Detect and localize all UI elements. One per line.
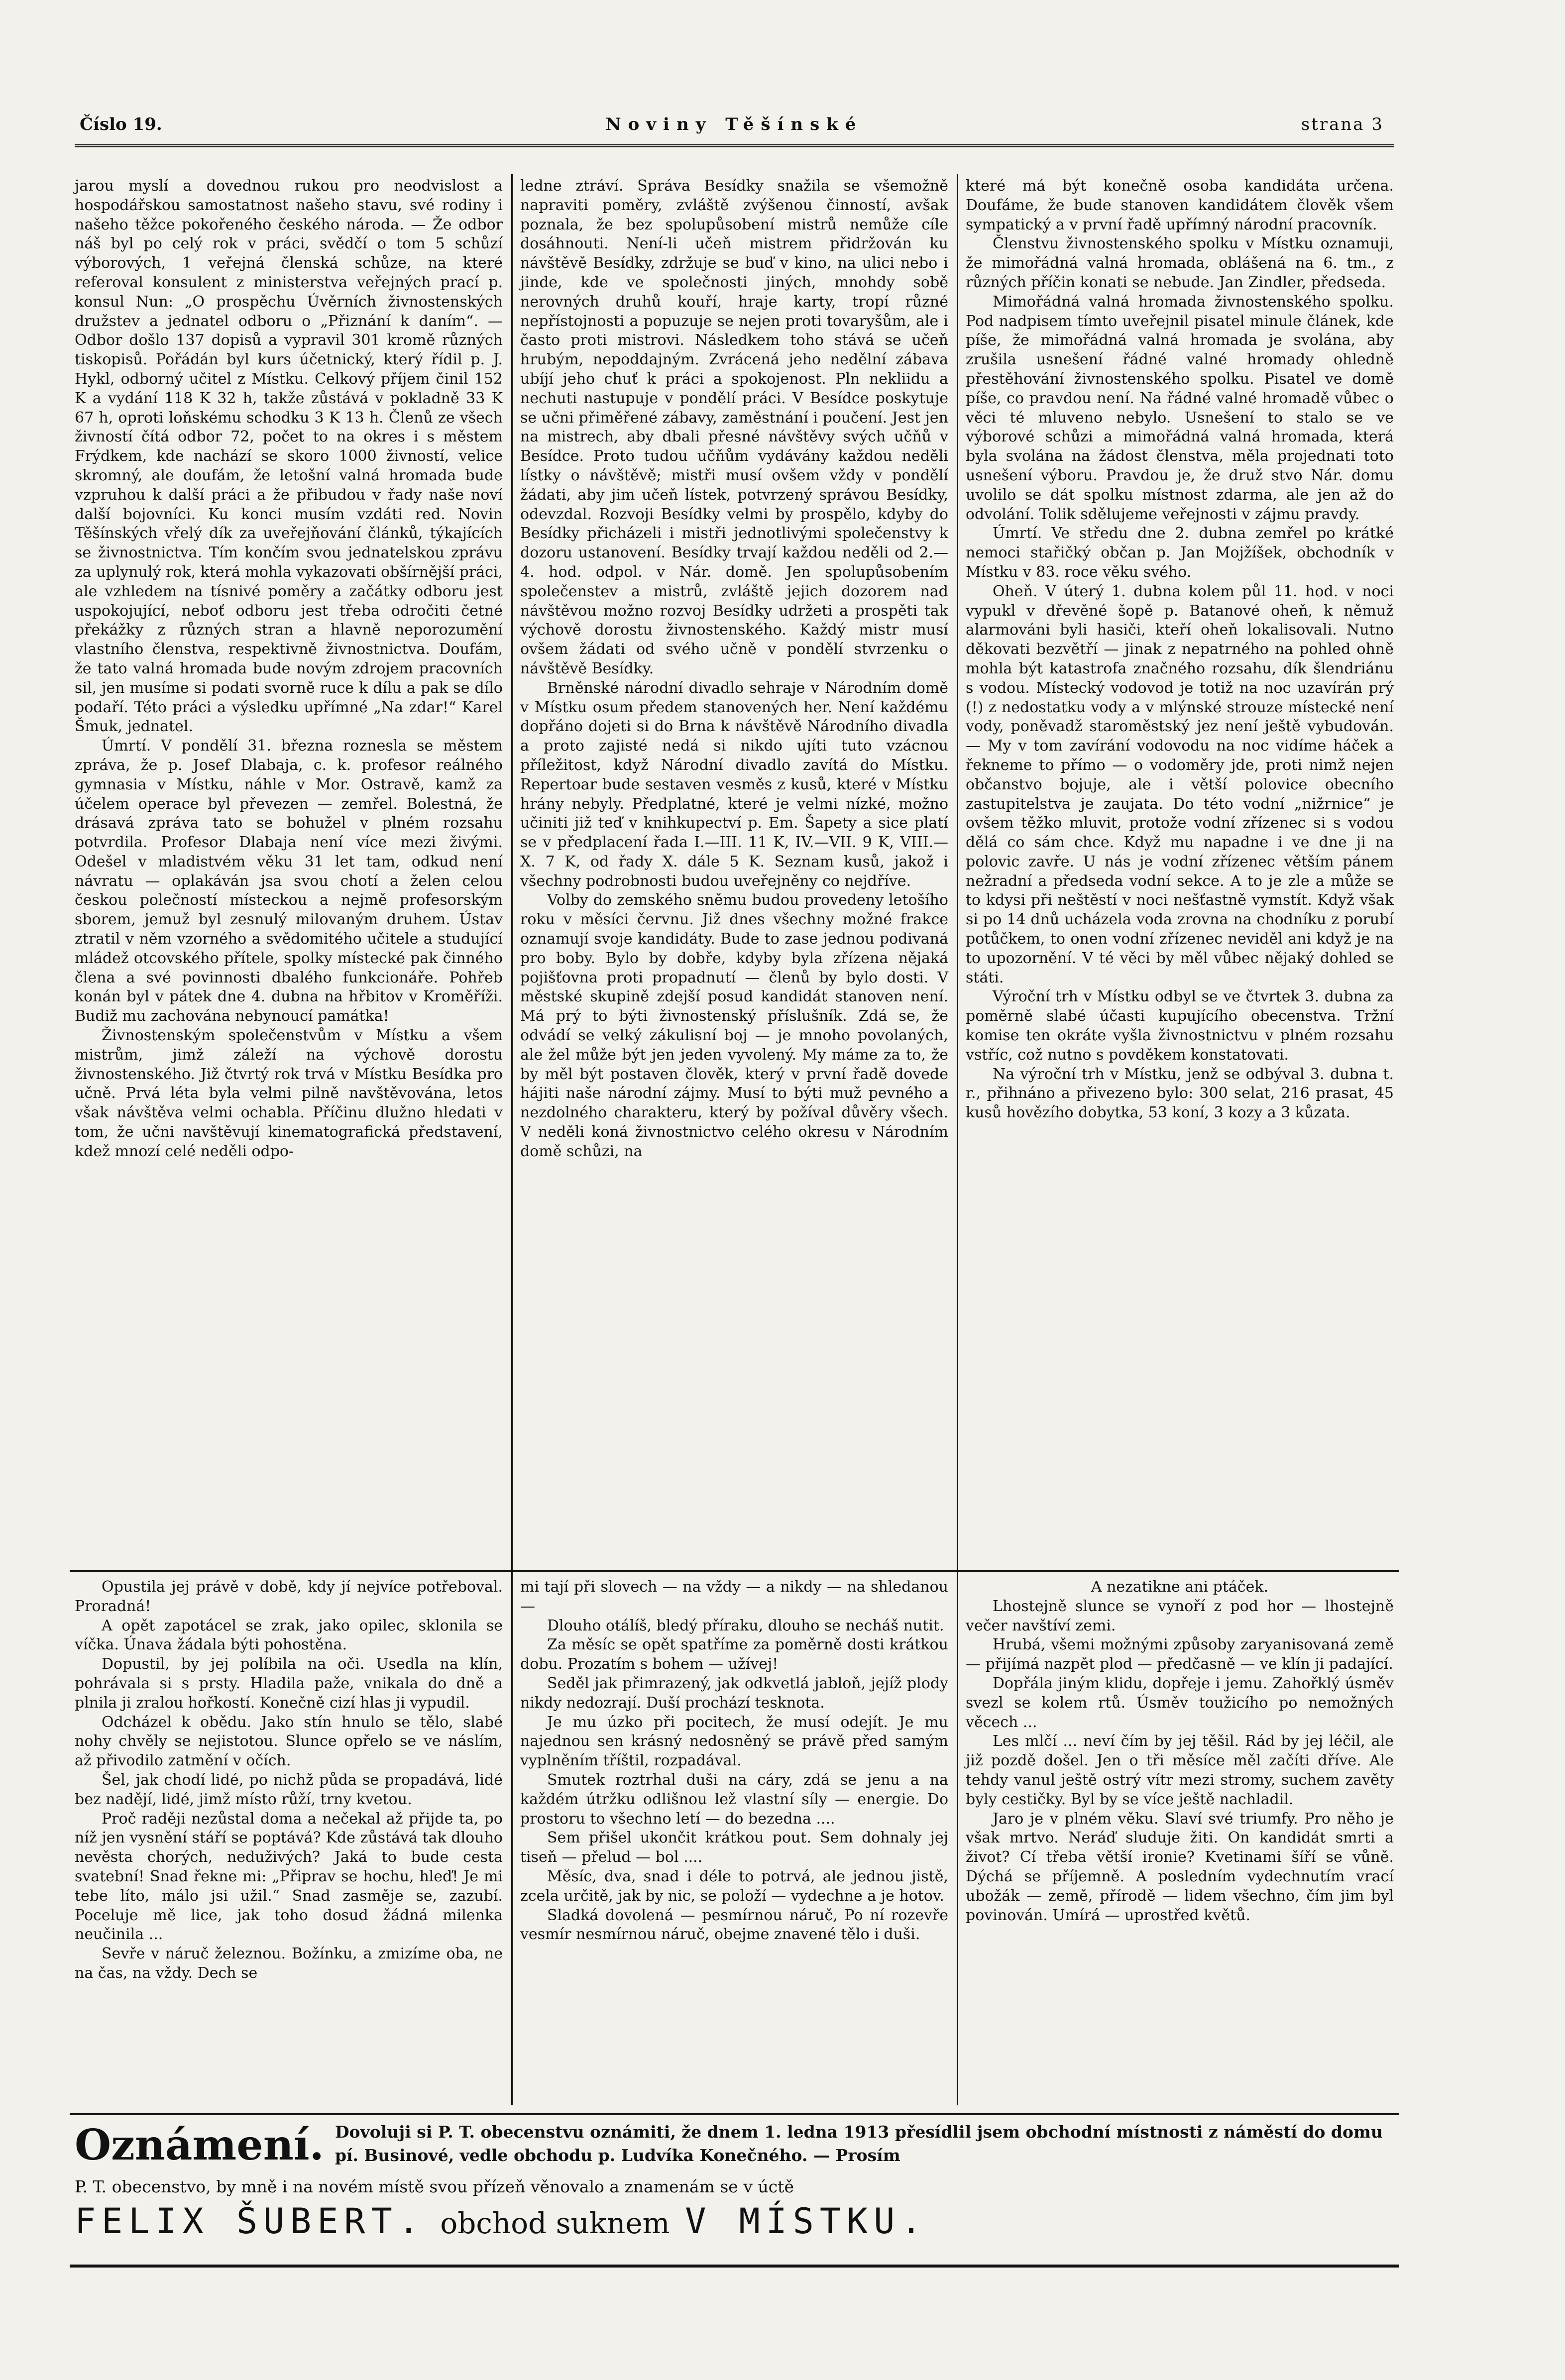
feuilleton-divider-1: [511, 1578, 513, 2105]
feuilleton-paragraph: Sevře v náruč železnou. Božínku, a zmizíme oba, ne na čas, na vždy. Dech se: [75, 1945, 503, 1982]
shop-description: obchod suknem: [440, 2206, 670, 2240]
feuilleton-rule: [70, 1570, 1399, 1572]
feuilleton-paragraph: Opustila jej právě v době, kdy jí nejvíce potřeboval. Proradná!: [75, 1578, 503, 1615]
feuilleton-paragraph: Proč raději nezůstal doma a nečekal až přijde ta, po níž jen vysnění stáří se poptává? Kde zůstává tak dlouho nevěsta chorých, neduživých? Jaká to bude cesta svatební! Snad řekne mi: „Připrav se hochu, hleď! Je mi tebe líto, málo jsi užil.“ Snad zasměje se, zazubí. Poceluje mě lice, jak toho dosud žádná milenka neučinila ...: [75, 1810, 503, 1944]
advertisement-text-1: Dovoluji si P. T. obecenstvu oznámiti, že dnem 1. ledna 1913 přesídlil jsem obchodní místnosti z náměstí do domu pí. Businové, vedle obchodu p. Ludvíka Konečného. — Prosím: [335, 2122, 1383, 2165]
article-death-mojzisek: Úmrtí. Ve středu dne 2. dubna zemřel po krátké nemoci stařičký občan p. Jan Mojžíšek, obchodník v Místku v 83. roce věku svého.: [966, 525, 1394, 581]
article-market-stats: Na výroční trh v Místku, jenž se odbýval 3. dubna t. r., přihnáno a přivezeno bylo: 300 selat, 216 prasat, 45 kusů hovězího dobytka, 53 koní, 3 kozy a 3 kůzata.: [966, 1065, 1394, 1122]
article-fire: Oheň. V úterý 1. dubna kolem půl 11. hod. v noci vypukl v dřevěné šopě p. Batanové oheň, k němuž alarmováni byli hasiči, kteří oheň lokalisovali. Nutno děkovati bezvětří — jinak z nepatrného na pohled ohně mohla být katastrofa značného rozsahu, dík šlendriánu s vodou. Místecký vodovod je totiž na noc uzavírán prý (!) z nedostatku vody a v mlýnské strouze místecké není vody, poněvadž staroměstský jez není ještě vybudován. — My v tom zavírání vodovodu na noc vidíme háček a řekneme to přímo — o vodoměry jde, proti nimž nejen občanstvo bojuje, ale i větší polovice obecního zastupitelstva je zaujata. Do této vodní „nižrnice“ je ovšem těžko mluvit, protože vodní zřízenec si s vodou dělá co sám chce. Když mu napadne i ve dne ji na polovic zavře. U nás je vodní zřízenec větším pánem nežradní a předseda vodní sekce. A to je zle a může se to kdysi při neštěstí v noci nešťastně vymstít. Když však si po 14 dnů ucházela voda zrovna na chodníku z porubí potůčkem, to onen vodní zřízenec neviděl ani když je na to upozornění. V té věci by měl vůbec nějaký dohled se státi.: [966, 582, 1394, 986]
feuilleton-paragraph: A nezatikne ani ptáček.: [1091, 1578, 1269, 1596]
article-extra-meeting: Mimořádná valná hromada živnostenského spolku. Pod nadpisem tímto uveřejnil pisatel minule článek, kde píše, že mimořádná valná hromada je svolána, aby zrušila usnešení řádné valné hromady ohledně přestěhování živnostenského spolku. Pisatel ve domě píše, co pravdou není. Na řádné valné hromadě vůbec o věci té mluveno nebylo. Usnešení to stalo se ve výborové schůzi a mimořádná valná hromada, která byla svolána na žádost členstva, měla projednati toto usnešení výboru. Pravdou je, že druž stvo Nár. domu uvolilo se dát spolku místnost zdarma, ale jen až do odvolání. Tolik sdělujeme veřejnosti v zájmu pravdy.: [966, 293, 1394, 523]
feuilleton-paragraph: Lhostejně slunce se vynoří z pod hor — lhostejně večer navštíví zemi.: [966, 1597, 1394, 1634]
merchant-name: FELIX ŠUBERT.: [75, 2201, 425, 2242]
feuilleton-paragraph: Za měsíc se opět spatříme za poměrně dosti krátkou dobu. Prozatím s bohem — užívej!: [520, 1636, 948, 1673]
column-divider-2: [957, 174, 958, 1642]
article-besidka: Živnostenským společenstvům v Místku a všem mistrům, jimž záleží na výchově dorostu živnostenského. Již čtvrtý rok trvá v Místku Besídka pro učně. Prvá léta byla velmi pilně navštěvována, letos však návštěva velmi ochabla. Příčinu dlužno hledati v tom, že učni navštěvují kinematografická představení, kdež mnozí celé neděli odpo-: [75, 1027, 503, 1160]
feuilleton-paragraph: Jaro je v plném věku. Slaví své triumfy. Pro něho je však mrtvo. Neráď sluduje žiti. On kandidát smrti a život? Cí třeba větší ironie? Kvetinami šíří se vůně. Dýchá se příjemně. A posledním vydechnutím vrací ubožák — země, přírodě — lidem všechno, čím jim byl povinován. Umírá — uprostřed květů.: [966, 1810, 1394, 1924]
article-elections-cont: které má být konečně osoba kandidáta určena. Doufáme, že bude stanoven kandidátem člověk všem sympatický a v první řadě upřímný národní pracovník.: [966, 177, 1394, 233]
advertisement-top-rule: [70, 2113, 1399, 2115]
feuilleton-divider-2: [957, 1578, 958, 2105]
feuilleton-paragraph: Dopřála jiným klidu, dopřeje i jemu. Zahořklý úsměv svezl se kolem rtů. Úsměv toužicího po nemožných věcech ...: [966, 1674, 1394, 1731]
feuilleton-column-3: [966, 1578, 1394, 1925]
lower-section: [70, 1578, 1399, 2339]
feuilleton-paragraph: Měsíc, dva, snad i déle to potrvá, ale jednou jistě, zcela určitě, jak by nic, se položí — vydechne a je hotov.: [520, 1867, 948, 1905]
newspaper-title: Noviny Těšínské: [605, 114, 863, 134]
advertisement-heading-and-text: [75, 2120, 1394, 2170]
feuilleton-paragraph: Hrubá, všemi možnými způsoby zaryanisovaná země — přijímá nazpět plod — předčasně — ve klín ji padající.: [966, 1636, 1394, 1673]
feuilleton-paragraph: Sem přišel ukončit krátkou pout. Sem dohnaly jej tiseň — přelud — bol ....: [520, 1829, 948, 1866]
article-theatre: Brněnské národní divadlo sehraje v Národním domě v Místku osum předem stanovených her. Není každému dopřáno dojeti si do Brna k návštěvě Národního divadla a proto zajisté nedá si nikdo ujíti tuto vzácnou příležitost, když Národní divadlo zavítá do Místku. Repertoar bude sestaven vesměs z kusů, které v Místku hrány nebyly. Předplatné, které je velmi nízké, možno učiniti již teď v knihkupectví p. Em. Šapety a sice platí se v předplacení řada I.—III. 11 K, IV.—VII. 9 K, VIII.—X. 7 K, od řady X. dále 5 K. Seznam kusů, jakož i všechny podrobnosti budou uveřejněny co nejdříve.: [520, 679, 948, 890]
feuilleton-paragraph: Smutek roztrhal duši na cáry, zdá se jenu a na každém útržku odlišnou lež vlastní síly — energie. Do prostoru to všechno letí — do bezedna ....: [520, 1771, 948, 1828]
feuilleton-paragraph: A opět zapotácel se zrak, jako opilec, sklonila se víčka. Únava žádala býti pohostěna.: [75, 1617, 503, 1654]
feuilleton-column-1: [75, 1578, 503, 1983]
article-report-end: jarou myslí a dovednou rukou pro neodvislost a hospodářskou samostatnost našeho stavu, své rodiny i našeho těžce pokořeného českého národa. — Že odbor náš byl po celý rok v práci, svědčí o tom 5 schůzí výborových, 1 veřejná členská schůze, na které referoval konsulent z ministerstva veřejných prací p. konsul Nun: „O prospěchu Úvěrních živnostenských družstev a jednatel odboru o „Přiznání k daním“. — Odbor došlo 137 dopisů a vypravil 301 kromě různých tiskopisů. Pořádán byl kurs účetnický, který řídil p. J. Hykl, odborný učitel z Místku. Celkový příjem činil 152 K a vydání 118 K 32 h, takže zůstává v pokladně 33 K 67 h, oproti loňskému schodku 3 K 13 h. Členů ze všech živností čítá odbor 72, počet to na okres i s městem Frýdkem, kde nachází se skoro 1000 živností, velice skromný, ale doufám, že letošní valná hromada bude vzpruhou k další práci a že přibudou v řady naše noví další bojovníci. Ku konci musím vzdáti red. Novin Těšínských vřelý dík za uveřejňování článků, týkajících se živnostnictva. Tím končím svou jednatelskou zprávu za uplynulý rok, která mohla vykazovati obšírnější práci, ale vzhledem na tísnivé poměry a začátky odboru jest uspokojující, neboť odboru jest třeba odročiti četné překážky z různých stran a hlavně neporozumění vlastního členstva, respektivně živnostnictva. Doufám, že tato valná hromada bude novým zdrojem pracovních sil, jen musíme si podati svorně ruce k dílu a pak se dílo podaří. Této práci a výsledku upřímné „Na zdar!“ Karel Šmuk, jednatel.: [75, 177, 503, 736]
column-1: [75, 177, 503, 1162]
feuilleton-paragraph: Sladká dovolená — pesmírnou náruč, Po ní rozevře vesmír nesmírnou náruč, obejme znavené tělo i duši.: [520, 1906, 948, 1944]
advertisement-text-2: P. T. obecenstvo, by mně i na novém místě svou přízeň věnovalo a znamenám se v úctě: [75, 2177, 794, 2196]
article-besidka-cont: ledne ztráví. Správa Besídky snažila se všemožně napraviti poměry, zvláště zvýšenou činností, avšak poznala, že bez spolupůsobení mistrů nemůže cíle dosáhnouti. Není-li učeň mistrem přidržován ku návštěvě Besídky, zdržuje se buď v kino, na ulici nebo i jinde, kde ve společnosti jiných, mnohdy sobě nerovných druhů kouří, hraje karty, tropí různé nepřístojnosti a popuzuje se nejen proti tovaryšům, ale i často proti mistrovi. Následkem toho stává se učeň hrubým, nepoddajným. Zvrácená jeho nedělní zábava ubíjí jeho chuť k práci a spokojenost. Pln nekliidu a nechuti nastupuje v pondělí práci. V Besídce poskytuje se učni přiměřené zábavy, zaměstnání i poučení. Jest jen na mistrech, aby dbali přesné návštěvy svých učňů v Besídce. Proto tudou učňům vydávány každou neděli lístky o návštěvě; mistři musí ovšem vždy v pondělí žádati, aby jim učeň lístek, potvrzený správou Besídky, odevzdal. Rozvoji Besídky velmi by prospělo, kdyby do Besídky přicházeli i mistři jednotlivými společenstvy k dozoru ustanovení. Besídky trvají každou neděli od 2.—4. hod. odpol. v Nár. domě. Jen spolupůsobením společenstev a mistrů, zvláště jejich dozorem nad návštěvou možno rozvoj Besídky udržeti a prospěti tak výchově dorostu živnostenského. Každý mistr musí ovšem žádati od svého učně v pondělí stvrzenku o návštěvě Besídky.: [520, 177, 948, 677]
page-number: strana 3: [1301, 114, 1384, 134]
article-market: Výroční trh v Místku odbyl se ve čtvrtek 3. dubna za poměrně slabé účasti kupujícího obecenstva. Tržní komise ten okráte vyšla živnostnictvu v plném rozsahu vstříc, což nutno s povděkem konstatovati.: [966, 988, 1394, 1064]
page-header: [70, 114, 1399, 144]
feuilleton-paragraph: Dlouho otálíš, bledý příraku, dlouho se necháš nutit.: [547, 1617, 944, 1634]
column-2: [520, 177, 948, 1162]
feuilleton-column-2: [520, 1578, 948, 1945]
feuilleton-paragraph: Dopustil, by jej políbila na oči. Usedla na klín, pohrávala si s prsty. Hladila paže, vnikala do dně a plnila ji zralou hořkostí. Konečně cizí hlas ji vypudil.: [75, 1655, 503, 1712]
advertisement: [75, 2120, 1394, 2329]
header-rule: [75, 144, 1394, 147]
feuilleton-paragraph: Je mu úzko při pocitech, že musí odejít. Je mu najednou sen krásný nedosněný se právě před samým vyplněním tříštil, rozpadával.: [520, 1713, 948, 1770]
feuilleton-paragraph: Seděl jak přimrazený, jak odkvetlá jabloň, jejíž plody nikdy nedozrají. Duší prochází tesknota.: [520, 1674, 948, 1712]
article-death-dlabaja: Úmrtí. V pondělí 31. března roznesla se městem zpráva, že p. Josef Dlabaja, c. k. profesor reálného gymnasia v Místku, náhle v Mor. Ostravě, kamž za účelem operace byl převezen — zemřel. Bolestná, že drásavá zpráva tato se bohužel v plném rozsahu potvrdila. Profesor Dlabaja není více mezi živými. Odešel v mladistvém věku 31 let tam, odkud není návratu — oplakáván jsa svou chotí a želen celou českou polečností místeckou a nejmě profesorským sborem, jemuž byl zesnulý milovaným druhem. Ústav ztratil v něm vzorného a svědomitého učitele a studující mládež otcovského přítele, spolky místecké pak činného člena a své povinnosti dbalého funkcionáře. Pohřeb konán byl v pátek dne 4. dubna na hřbitov v Kroměříži. Budiž mu zachována nebynoucí památka!: [75, 737, 503, 1025]
page-bottom-rule: [70, 2265, 1399, 2268]
feuilleton-paragraph: mi tají při slovech — na vždy — a nikdy — na shledanou —: [520, 1578, 948, 1615]
shop-location: V MÍSTKU.: [685, 2201, 928, 2242]
advertisement-heading: Oznámení.: [75, 2120, 324, 2169]
article-elections: Volby do zemského sněmu budou provedeny letošího roku v měsíci červnu. Již dnes všechny možné frakce oznamují svoje kandidáty. Bude to zase jednou podivaná pro boby. Bylo by dobře, kdyby byla zřízena nějaká pojišťovna proti propadnutí — členů by bylo dosti. V městské skupině zdejší posud kandidát stanoven není. Má prý to býti živnostenský příslušník. Zdá se, že odvádí se velký zákulisní boj — je mnoho povolaných, ale žel může být jen jeden vyvolený. My máme za to, že by měl být postaven člověk, který v první řadě dovede hájiti naše národní zájmy. Musí to býti muž pevného a nezdolného charakteru, který by požíval důvěry všech. V neděli koná živnostnictvo celého okresu v Národním domě schůzi, na: [520, 891, 948, 1160]
feuilleton-paragraph: Šel, jak chodí lidé, po nichž půda se propadává, lidé bez nadějí, lidé, jimž místo růží, trny kvetou.: [75, 1771, 503, 1808]
notice-meeting-cancelled: Členstvu živnostenského spolku v Místku oznamuji, že mimořádná valná hromada, oblášená na 6. tm., z různých příčin konati se nebude. Jan Zindler, předseda.: [966, 235, 1394, 291]
column-3: [966, 177, 1394, 1123]
issue-number: Číslo 19.: [80, 114, 162, 134]
column-divider-1: [511, 174, 513, 1642]
feuilleton-paragraph: Les mlčí ... neví čím by jej těšil. Rád by jej léčil, ale již pozdě došel. Jen o tři měsíce měl začíti dříve. Ale tehdy vanul ještě ostrý vítr mezi stromy, suchem zavěty byly cestičky. Byl by se více ještě nachladil.: [966, 1732, 1394, 1808]
feuilleton-paragraph: Odcházel k obědu. Jako stín hnulo se tělo, slabé nohy chvěly se nejistotou. Slunce opřelo se ve náslím, až přivodilo zatmění v očích.: [75, 1713, 503, 1770]
advertisement-signature: [75, 2201, 1394, 2242]
